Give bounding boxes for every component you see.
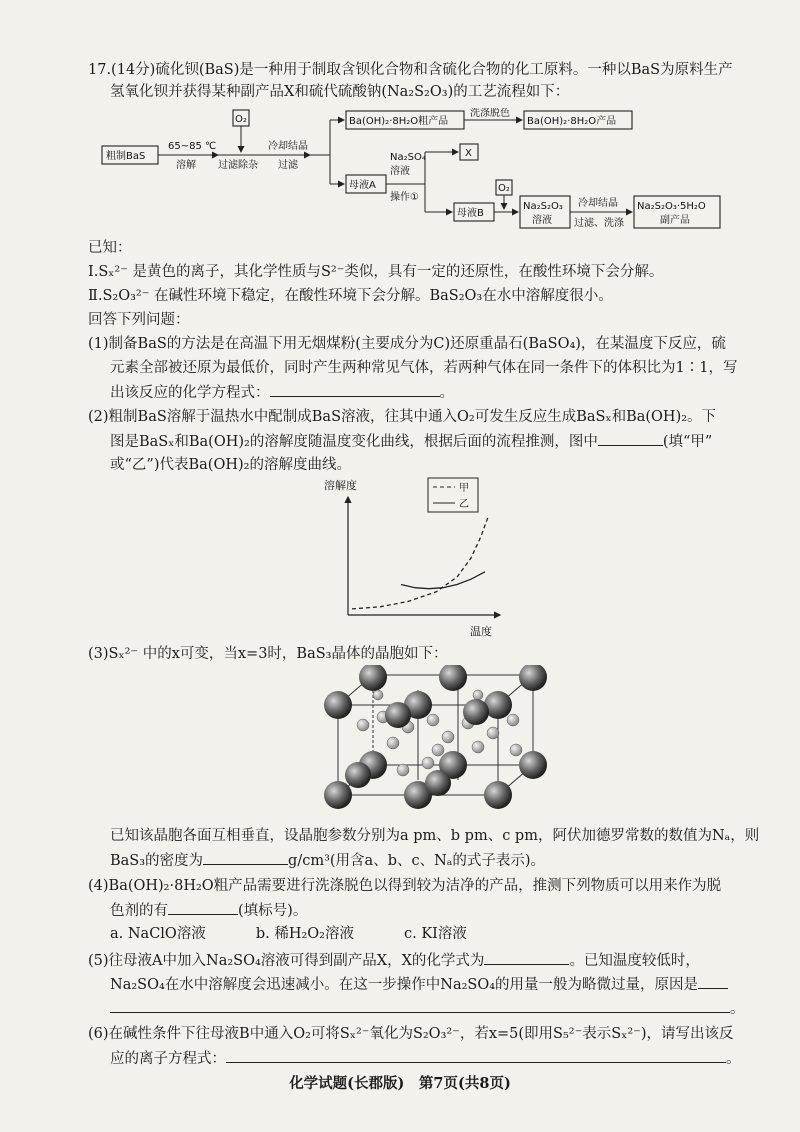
answer-prompt: 回答下列问题： [88,312,190,328]
solution-label: 溶液 [390,166,410,177]
q2-line2-end: (填“甲” [662,434,713,450]
q5-line1-end: 。已知温度较低时， [569,953,700,969]
q5-answer-blank-reason-start[interactable] [698,974,728,989]
q3-line3-end: g/cm³(用含a、b、c、Nₐ的式子表示)。 [288,853,546,869]
y-axis-label: 溶解度 [324,479,357,492]
legend-box [428,478,478,512]
q4-line1: (4)Ba(OH)₂·8H₂O粗产品需要进行洗涤脱色以得到较为洁净的产品，推测下列物质可以用来作为脱 [88,878,722,894]
q4-option-a: a. NaClO溶液 [110,926,206,942]
q1-answer-blank[interactable] [270,382,440,397]
q5-answer-blank-x[interactable] [484,950,569,965]
bas3-unit-cell [318,665,568,815]
wash-decolor-label: 洗涤脱色 [470,108,510,119]
solubility-chart-svg [320,475,515,640]
q3-line3 [110,850,750,871]
na2s2o3-solution-label2: 溶液 [532,215,552,226]
q6-line2-text: 应的离子方程式： [110,1051,226,1067]
o2-bottom-label: O₂ [498,183,510,194]
cool-crystal2-label: 冷却结晶 [578,198,618,209]
q4-line2 [110,900,750,921]
q1-line3-text: 出该反应的化学方程式： [110,385,270,401]
baoh2-product-label: Ba(OH)₂·8H₂O产品 [527,116,617,127]
legend-label-yi: 乙 [459,499,469,510]
q4-answer-blank[interactable] [168,900,238,915]
q5-line3 [110,998,750,1019]
q3-line2: 已知该晶胞各面互相垂直，设晶胞参数分别为a pm、b pm、c pm，阿伏加德罗常数的数值为Nₐ，则 [110,828,760,844]
q3-answer-blank[interactable] [203,850,288,865]
page-footer: 化学试题(长郡版) 第7页(共8页) [289,1075,511,1092]
solubility-chart [320,475,515,640]
cool-crystal-label: 冷却结晶 [268,141,308,152]
na2s2o3-solution-label1: Na₂S₂O₃ [523,201,563,212]
q3-line1: (3)Sₓ²⁻ 中的x可变，当x=3时，BaS₃晶体的晶胞如下： [88,646,448,662]
legend-label-jia: 甲 [459,483,469,494]
q2-line2-text: 图是BaSₓ和Ba(OH)₂的溶解度随温度变化曲线，根据后面的流程推测，图中 [110,434,598,450]
question-17-header-line1: 17.(14分)硫化钡(BaS)是一种用于制取含钡化合物和含硫化合物的化工原料。一种以BaS为原料生产 [88,62,733,78]
process-flow-diagram [100,108,740,233]
q2-line2 [110,431,750,452]
q6-answer-blank[interactable] [226,1048,726,1063]
x-axis-label: 温度 [470,625,492,638]
process-flow-svg [100,108,740,233]
na2so4-label: Na₂SO₄ [390,152,426,163]
q5-line3-end: 。 [730,1001,745,1017]
q1-line1: (1)制备BaS的方法是在高温下用无烟煤粉(主要成分为C)还原重晶石(BaSO₄)，在某温度下反应，硫 [88,336,726,352]
q4-line2-text: 色剂的有 [110,903,168,919]
q1-line3-end: 。 [439,385,454,401]
known-item-1: Ⅰ.Sₓ²⁻ 是黄色的离子，其化学性质与S²⁻类似，具有一定的还原性，在酸性环境下会分解。 [88,264,664,280]
filter-label: 过滤 [278,160,298,171]
q4-option-c: c. KI溶液 [404,926,467,942]
barium-atoms [324,665,547,809]
q5-line1-text: (5)往母液A中加入Na₂SO₄溶液可得到副产品X，X的化学式为 [88,953,485,969]
q5-line1 [88,950,753,971]
q2-answer-blank[interactable] [598,431,663,446]
temp-label: 65~85 ℃ [168,141,217,152]
q5-line2-text: Na₂SO₄在水中溶解度会迅速减小。在这一步操作中Na₂SO₄的用量一般为略微过量，原因是 [110,977,699,993]
known-title: 已知： [88,240,132,256]
dissolve-label: 溶解 [176,160,196,171]
q1-line2: 元素全部被还原为最低价，同时产生两种常见气体，若两种气体在同一条件下的体积比为1∶1，写 [110,360,738,376]
mother-a-label: 母液A [349,180,376,191]
q2-line3: 或“乙”)代表Ba(OH)₂的溶解度曲线。 [110,457,351,473]
byproduct-label1: Na₂S₂O₃·5H₂O [637,201,706,212]
q2-line1: (2)粗制BaS溶解于温热水中配制成BaS溶液，往其中通入O₂可发生反应生成BaSₓ和Ba(OH)₂。下 [88,409,717,425]
unit-cell-svg [318,665,568,815]
q5-line2 [110,974,750,995]
q6-line1: (6)在碱性条件下往母液B中通入O₂可将Sₓ²⁻氧化为S₂O₃²⁻，若x=5(即用S₅²⁻表示Sₓ²⁻)，请写出该反 [88,1026,734,1042]
q6-line2 [110,1048,750,1069]
filter-impurity-label: 过滤除杂 [218,160,258,171]
crude-bas-label: 粗制BaS [106,151,146,162]
series-line-yi [401,572,485,589]
q1-line3 [110,382,750,403]
o2-top-label: O₂ [235,114,247,125]
series-line-jia [352,518,488,609]
q3-line3-text: BaS₃的密度为 [110,853,204,869]
mother-b-label: 母液B [457,208,484,219]
q6-line2-end: 。 [726,1051,741,1067]
q4-option-b: b. 稀H₂O₂溶液 [255,926,354,942]
baoh2-crude-label: Ba(OH)₂·8H₂O粗产品 [349,116,449,127]
operation1-label: 操作① [390,192,419,203]
filter-wash-label: 过滤、洗涤 [574,218,624,229]
byproduct-label2: 副产品 [660,215,690,226]
q5-answer-blank-reason[interactable] [110,998,730,1013]
question-17-header-line2: 氢氧化钡并获得某种副产品X和硫代硫酸钠(Na₂S₂O₃)的工艺流程如下： [110,84,570,100]
x-label: X [465,148,472,159]
known-item-2: Ⅱ.S₂O₃²⁻ 在碱性环境下稳定，在酸性环境下会分解。BaS₂O₃在水中溶解度很小。 [88,288,613,304]
q4-options [110,924,750,944]
q4-line2-end: (填标号)。 [238,903,308,919]
